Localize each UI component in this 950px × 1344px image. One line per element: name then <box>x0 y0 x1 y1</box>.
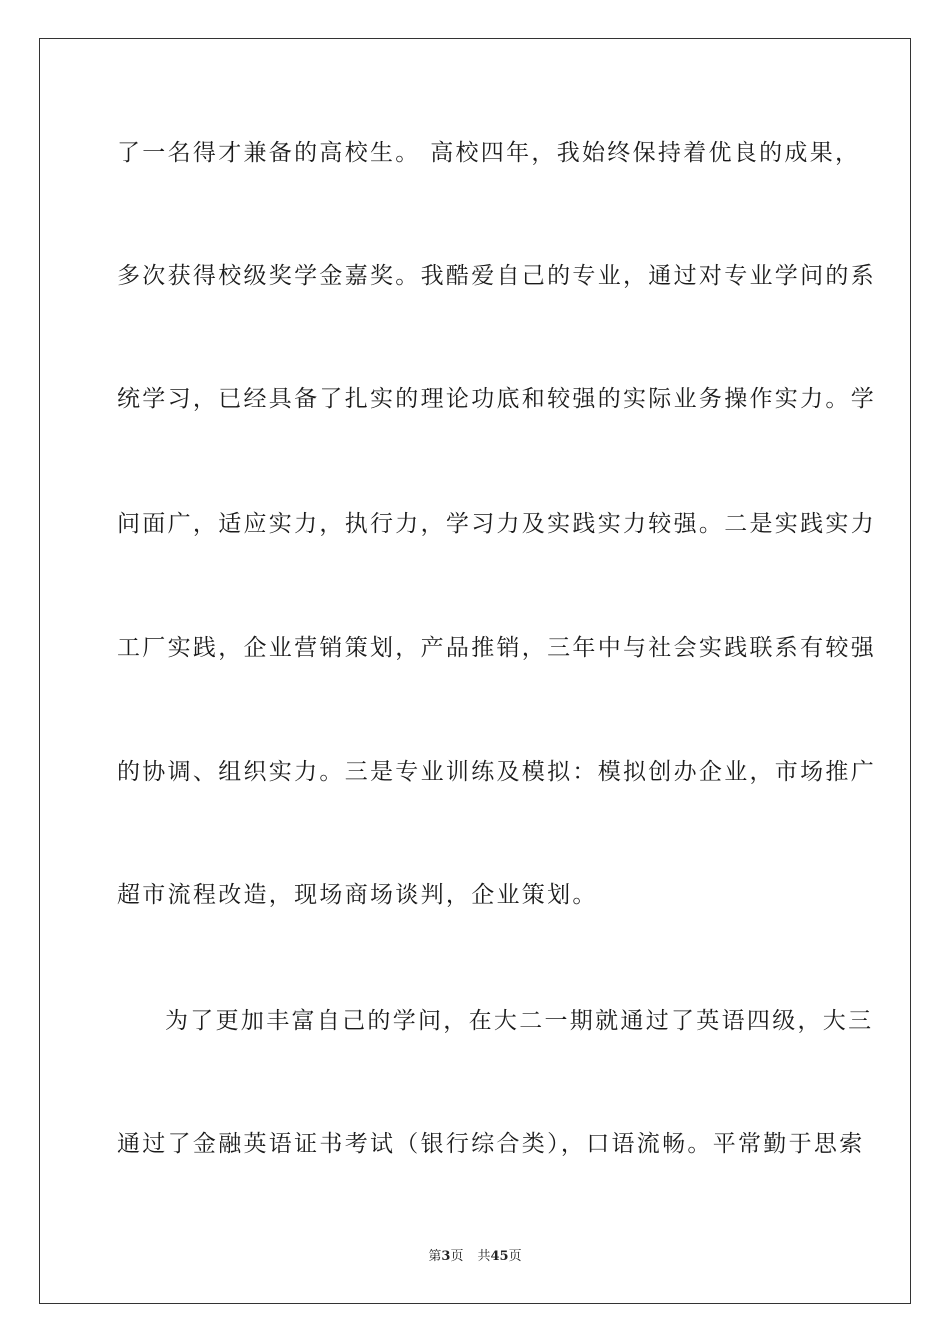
text-line-9: 通过了金融英语证书考试（银行综合类），口语流畅。平常勤于思索 <box>117 1131 865 1157</box>
paragraph-indent-line: 为了更加丰富自己的学问，在大二一期就通过了英语四级，大三 <box>165 1008 874 1034</box>
page-suffix: 页 <box>450 1249 464 1264</box>
page-border <box>39 38 911 1304</box>
text-line-1: 了一名得才兼备的高校生。 高校四年，我始终保持着优良的成果， <box>117 140 861 166</box>
total-suffix: 页 <box>508 1249 522 1264</box>
text-line-5: 工厂实践，企业营销策划，产品推销，三年中与社会实践联系有较强 <box>117 635 876 661</box>
total-prefix: 共 <box>477 1249 491 1264</box>
total-pages: 45 <box>490 1249 509 1264</box>
text-line-7: 超市流程改造，现场商场谈判，企业策划。 <box>117 882 598 908</box>
page-number: 3 <box>441 1249 451 1264</box>
text-line-3: 统学习，已经具备了扎实的理论功底和较强的实际业务操作实力。学 <box>117 386 876 412</box>
text-line-2: 多次获得校级奖学金嘉奖。我酷爱自己的专业，通过对专业学问的系 <box>117 263 876 289</box>
text-line-6: 的协调、组织实力。三是专业训练及模拟：模拟创办企业，市场推广 <box>117 759 876 785</box>
page-prefix: 第 <box>428 1249 442 1264</box>
text-line-4: 问面广，适应实力，执行力，学习力及实践实力较强。二是实践实力 <box>117 511 876 537</box>
page-footer <box>0 1248 950 1266</box>
